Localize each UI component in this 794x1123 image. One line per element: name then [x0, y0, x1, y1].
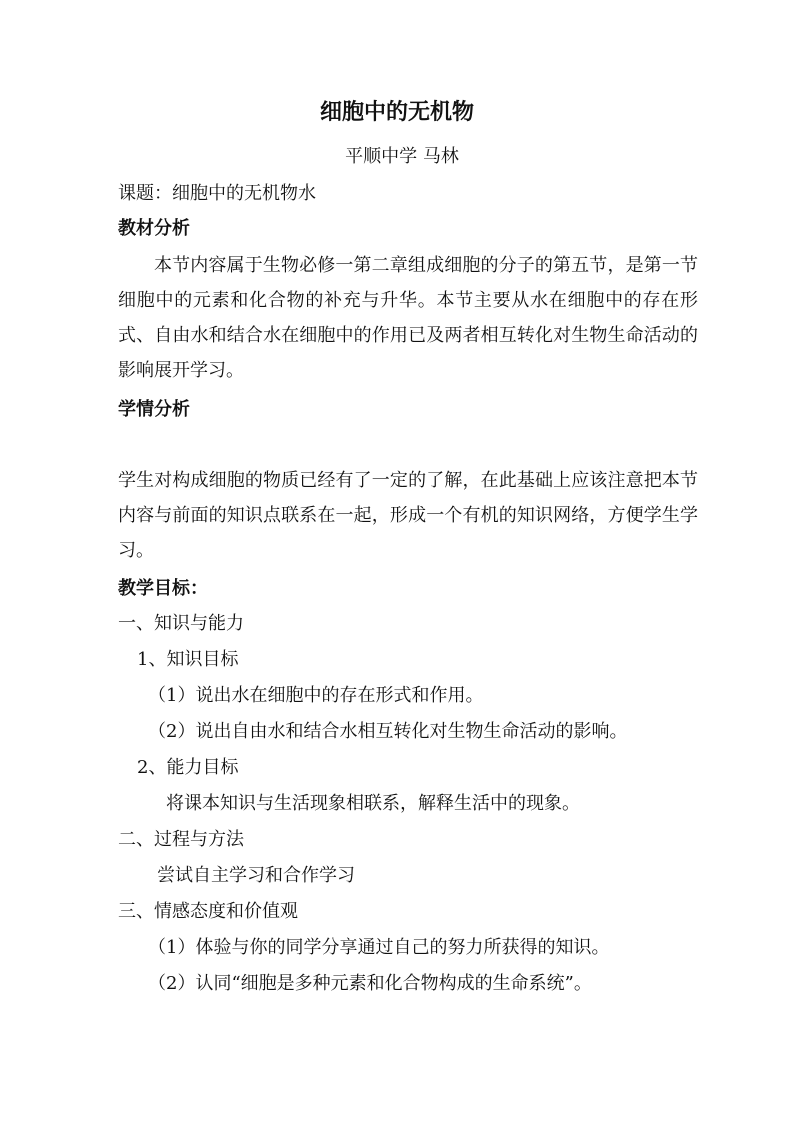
document-author: 平顺中学 马林: [345, 146, 459, 167]
goal-knowledge-item-2: （2）说出自由水和结合水相互转化对生物生命活动的影响。: [148, 721, 628, 742]
goal-knowledge-target: 1、知识目标: [137, 649, 239, 670]
goal-process-method: 二、过程与方法: [118, 829, 244, 850]
student-analysis-heading: 学情分析: [118, 399, 190, 420]
goal-emotion-values: 三、情感态度和价值观: [118, 901, 298, 922]
material-analysis-text: 本节内容属于生物必修一第二章组成细胞的分子的第五节，是第一节细胞中的元素和化合物的补充与升华。本节主要从水在细胞中的存在形式、自由水和结合水在细胞中的作用已及两者相互转化对生物生命活动的影响展开学习。: [118, 255, 698, 381]
goal-emotion-item-1: （1）体验与你的同学分享通过自己的努力所获得的知识。: [148, 937, 610, 958]
material-analysis-heading: 教材分析: [118, 218, 190, 239]
goal-ability-item: 将课本知识与生活现象相联系，解释生活中的现象。: [166, 793, 580, 814]
student-analysis-text: 学生对构成细胞的物质已经有了一定的了解，在此基础上应该注意把本节内容与前面的知识点联系在一起，形成一个有机的知识网络，方便学生学习。: [118, 470, 698, 561]
goal-emotion-item-2: （2）认同“细胞是多种元素和化合物构成的生命系统”。: [148, 973, 592, 994]
goal-ability-target: 2、能力目标: [137, 757, 239, 778]
goal-knowledge-item-1: （1）说出水在细胞中的存在形式和作用。: [148, 685, 484, 706]
document-title: 细胞中的无机物: [319, 99, 474, 125]
goal-knowledge-ability: 一、知识与能力: [118, 613, 244, 634]
lesson-topic: 课题：细胞中的无机物水: [118, 183, 316, 204]
teaching-goals-heading: 教学目标：: [118, 578, 208, 599]
goal-process-item: 尝试自主学习和合作学习: [157, 865, 355, 886]
